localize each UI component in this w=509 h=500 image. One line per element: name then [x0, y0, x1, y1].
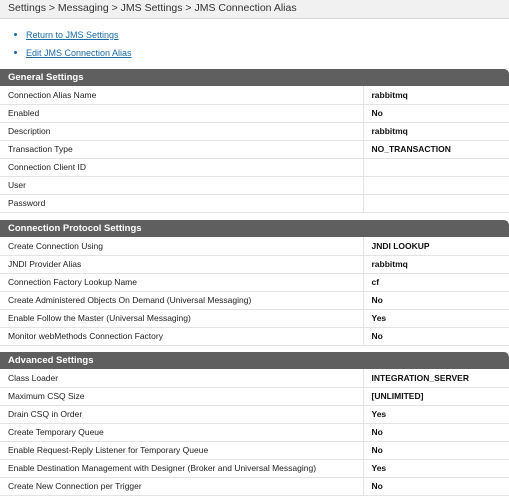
row-label: Create Administered Objects On Demand (Universal Messaging) — [0, 291, 363, 309]
table-row — [0, 176, 509, 194]
edit-link-item — [14, 47, 132, 65]
table-row — [0, 405, 509, 423]
connection-protocol-settings-table — [0, 237, 509, 346]
row-value: No — [363, 423, 509, 441]
row-value — [363, 194, 509, 212]
row-value: No — [363, 104, 509, 122]
row-value: INTEGRATION_SERVER — [363, 369, 509, 387]
table-row — [0, 86, 509, 104]
row-value: No — [363, 441, 509, 459]
table-row — [0, 423, 509, 441]
return-to-jms-settings-link[interactable]: Return to JMS Settings — [26, 30, 119, 40]
table-row — [0, 158, 509, 176]
row-value: [UNLIMITED] — [363, 387, 509, 405]
row-value: Yes — [363, 459, 509, 477]
table-row — [0, 387, 509, 405]
table-row — [0, 309, 509, 327]
row-value: NO_TRANSACTION — [363, 140, 509, 158]
row-label: Create New Connection per Trigger — [0, 477, 363, 495]
row-label: Connection Alias Name — [0, 86, 363, 104]
section-header: Advanced Settings — [0, 352, 509, 369]
table-row — [0, 327, 509, 345]
table-row — [0, 104, 509, 122]
advanced-settings-table — [0, 369, 509, 496]
row-label: Create Connection Using — [0, 237, 363, 255]
table-row — [0, 194, 509, 212]
breadcrumb: Settings > Messaging > JMS Settings > JMS Connection Alias — [0, 0, 509, 19]
row-label: Connection Factory Lookup Name — [0, 273, 363, 291]
row-value: No — [363, 291, 509, 309]
row-value: No — [363, 327, 509, 345]
row-label: Drain CSQ in Order — [0, 405, 363, 423]
table-row — [0, 291, 509, 309]
section-header: Connection Protocol Settings — [0, 220, 509, 237]
table-row — [0, 255, 509, 273]
row-label: Transaction Type — [0, 140, 363, 158]
row-label: Enable Destination Management with Designer (Broker and Universal Messaging) — [0, 459, 363, 477]
table-row — [0, 237, 509, 255]
general-settings-section — [0, 69, 509, 213]
table-row — [0, 441, 509, 459]
table-row — [0, 122, 509, 140]
table-row — [0, 369, 509, 387]
row-label: JNDI Provider Alias — [0, 255, 363, 273]
row-label: Maximum CSQ Size — [0, 387, 363, 405]
row-value — [363, 158, 509, 176]
row-label: Description — [0, 122, 363, 140]
row-label: User — [0, 176, 363, 194]
edit-jms-connection-alias-link[interactable]: Edit JMS Connection Alias — [26, 48, 132, 58]
row-value: No — [363, 477, 509, 495]
row-label: Class Loader — [0, 369, 363, 387]
row-value: rabbitmq — [363, 122, 509, 140]
row-value: Yes — [363, 405, 509, 423]
row-label: Create Temporary Queue — [0, 423, 363, 441]
table-row — [0, 477, 509, 495]
row-value: cf — [363, 273, 509, 291]
advanced-settings-section — [0, 352, 509, 496]
table-row — [0, 140, 509, 158]
return-link-item — [14, 29, 132, 47]
row-label: Password — [0, 194, 363, 212]
row-label: Connection Client ID — [0, 158, 363, 176]
row-value: rabbitmq — [363, 255, 509, 273]
row-value: Yes — [363, 309, 509, 327]
action-links — [14, 29, 132, 65]
row-label: Monitor webMethods Connection Factory — [0, 327, 363, 345]
row-value: rabbitmq — [363, 86, 509, 104]
bullet-icon — [14, 51, 17, 54]
connection-protocol-settings-section — [0, 220, 509, 346]
row-label: Enabled — [0, 104, 363, 122]
row-label: Enable Request-Reply Listener for Temporary Queue — [0, 441, 363, 459]
section-header: General Settings — [0, 69, 509, 86]
row-value — [363, 176, 509, 194]
table-row — [0, 459, 509, 477]
table-row — [0, 273, 509, 291]
row-label: Enable Follow the Master (Universal Messaging) — [0, 309, 363, 327]
bullet-icon — [14, 33, 17, 36]
row-value: JNDI LOOKUP — [363, 237, 509, 255]
general-settings-table — [0, 86, 509, 213]
